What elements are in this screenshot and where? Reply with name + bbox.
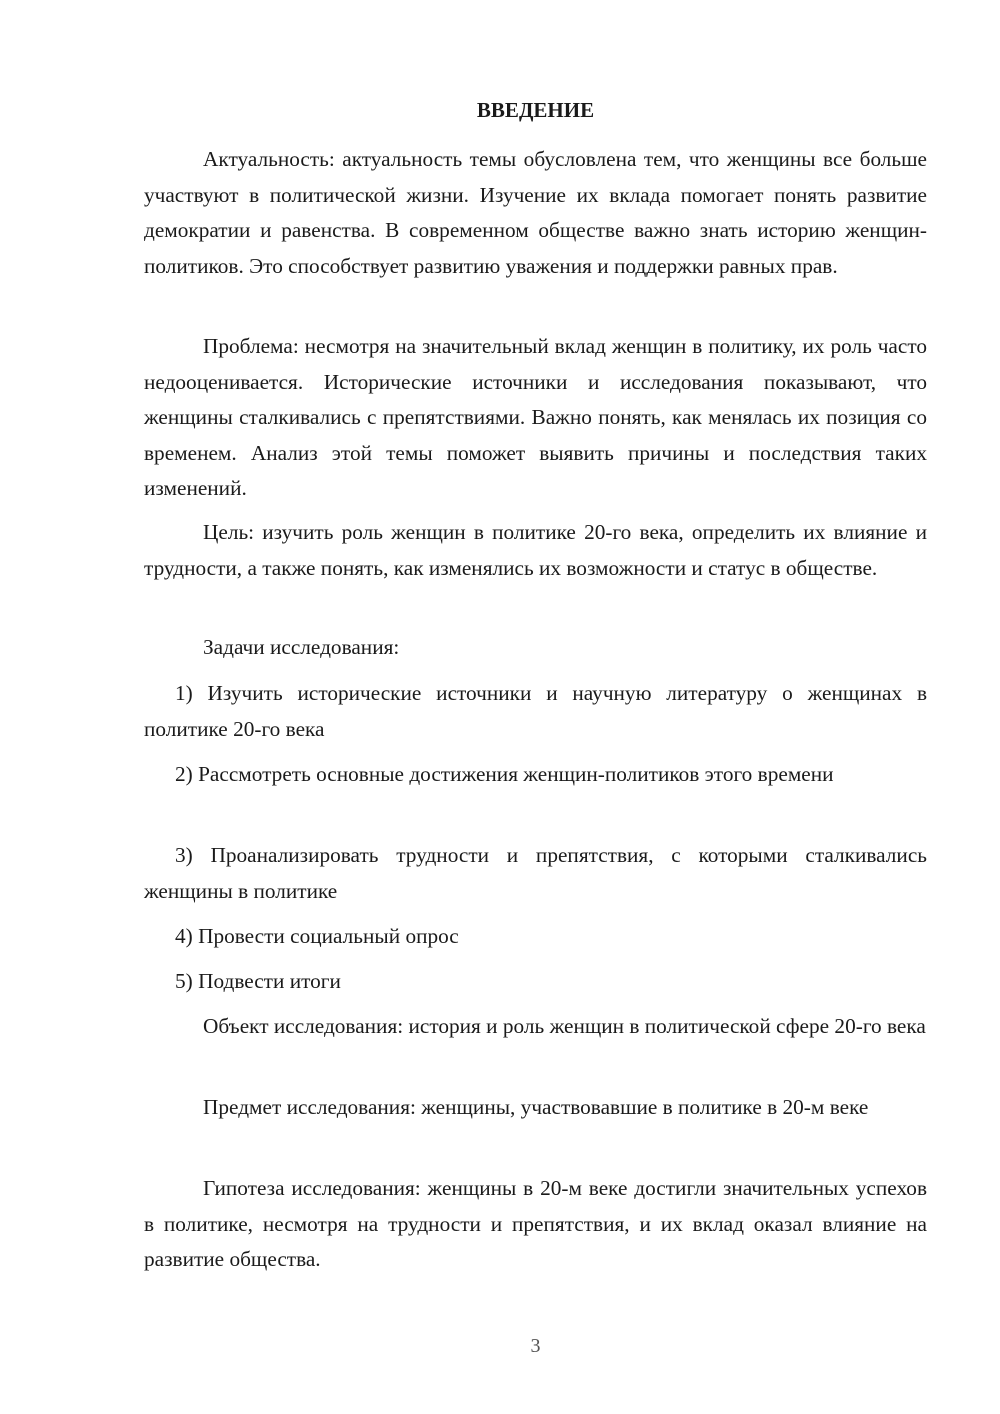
task-item-5: 5) Подвести итоги [175,969,341,993]
task-item-4: 4) Провести социальный опрос [175,924,459,948]
paragraph-goal: Цель: изучить роль женщин в политике 20-го века, определить их влияние и трудности, а также понять, как изменялись их возможности и статус в обществе. [144,520,927,580]
task-item-1: 1) Изучить исторические источники и научную литературу о женщинах в политике 20-го века [144,681,927,741]
paragraph-tasks-heading: Задачи исследования: [203,635,400,659]
paragraph-problem: Проблема: несмотря на значительный вклад женщин в политику, их роль часто недооценивается. Исторические источники и исследования показывают, что женщины сталкивались с препятствиями. Важно понять, как менялась их позиция со временем. Анализ этой темы поможет выявить причины и последствия таких изменений. [144,334,927,500]
task-item-2: 2) Рассмотреть основные достижения женщин-политиков этого времени [175,762,834,786]
paragraph-relevance: Актуальность: актуальность темы обусловлена тем, что женщины все больше участвуют в политической жизни. Изучение их вклада помогает понять развитие демократии и равенства. В современном обществе важно знать историю женщин-политиков. Это способствует развитию уважения и поддержки равных прав. [144,147,927,278]
paragraph-subject: Предмет исследования: женщины, участвовавшие в политике в 20-м веке [203,1095,869,1119]
page-number: 3 [530,1335,541,1357]
paragraph-hypothesis: Гипотеза исследования: женщины в 20-м веке достигли значительных успехов в политике, несмотря на трудности и препятствия, и их вклад оказал влияние на развитие общества. [144,1176,927,1271]
paragraph-object: Объект исследования: история и роль женщин в политической сфере 20-го века [203,1014,926,1038]
section-title: ВВЕДЕНИЕ [476,98,595,122]
task-item-3: 3) Проанализировать трудности и препятствия, с которыми сталкивались женщины в политике [144,843,927,903]
